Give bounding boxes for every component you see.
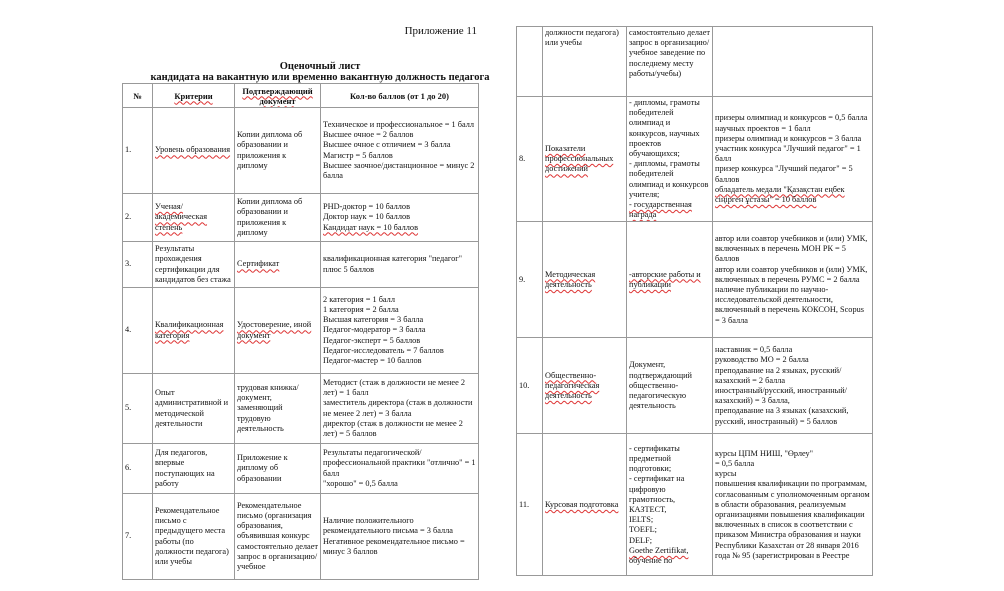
row-points: квалификационная категория "педагог" плюс 5 баллов (321, 242, 479, 288)
table-header-row (123, 84, 479, 108)
row-document: -авторские работы и публикации (627, 222, 713, 338)
row-points: 2 категория = 1 балл 1 категория = 2 балла Высшая категория = 3 балла Педагог-модератор = 3 балла Педагог-эксперт = 5 баллов Педагог-исследователь = 7 баллов Педагог-мастер = 10 баллов (321, 288, 479, 374)
header-criteria: Критерии (153, 84, 235, 108)
criteria-table-left (122, 83, 479, 580)
criteria-table-right (516, 26, 873, 576)
row-number: 7. (123, 494, 153, 580)
row-points (713, 27, 873, 97)
row-criteria: Показатели профессиональных достижений (543, 97, 627, 222)
row-criteria: Квалификационная категория (153, 288, 235, 374)
row-number: 11. (517, 434, 543, 576)
row-number: 1. (123, 108, 153, 194)
row-number: 4. (123, 288, 153, 374)
row-criteria: Рекомендательное письмо с предыдущего места работы (по должности педагога) или учебы (153, 494, 235, 580)
row-criteria: Методическая деятельность (543, 222, 627, 338)
row-criteria: Опыт административной и методической деятельности (153, 374, 235, 444)
table-row (123, 108, 479, 194)
row-number: 2. (123, 194, 153, 242)
row-document: трудовая книжка/документ, заменяющий трудовую деятельность (235, 374, 321, 444)
row-points: автор или соавтор учебников и (или) УМК, включенных в перечень МОН РК = 5 баллов автор или соавтор учебников и (или) УМК, включенных в перечень РУМС = 2 балла наличие публикации по научно-исследовательской деятельности, включенный в перечень КОКСОН, Scopus = 3 балла (713, 222, 873, 338)
row-criteria: Ученая/академическая степень (153, 194, 235, 242)
row-number: 10. (517, 338, 543, 434)
row-document: самостоятельно делает запрос в организацию/учебное заведение по последнему месту работы/учебы) (627, 27, 713, 97)
row-document: - дипломы, грамоты победителей олимпиад и конкурсов, научных проектов обучающихся; - дипломы, грамоты победителей олимпиад и конкурсов учителя; - государственная награда (627, 97, 713, 222)
row-document: Документ, подтверждающий общественно-педагогическую деятельность (627, 338, 713, 434)
right-page (500, 0, 1004, 591)
row-criteria: Для педагогов, впервые поступающих на работу (153, 444, 235, 494)
left-page (0, 0, 500, 591)
table-row (123, 374, 479, 444)
row-points: наставник = 0,5 балла руководство МО = 2 балла преподавание на 2 языках, русский/казахский = 2 балла иностранный/русский, иностранный/казахский) = 3 балла, преподавание на 3 языках (казахский, русский, иностранный) = 5 баллов (713, 338, 873, 434)
header-document: Подтверждающий документ (235, 84, 321, 108)
row-points: Наличие положительного рекомендательного письма = 3 балла Негативное рекомендательное письмо = минус 3 баллов (321, 494, 479, 580)
header-points: Кол-во баллов (от 1 до 20) (321, 84, 479, 108)
table-row (123, 494, 479, 580)
sheet-subtitle: кандидата на вакантную или временно вакантную должность педагога (150, 72, 490, 83)
row-document: Сертификат (235, 242, 321, 288)
table-row (123, 242, 479, 288)
row-points: призеры олимпиад и конкурсов = 0,5 балла научных проектов = 1 балл призеры олимпиад и конкурсов = 3 балла участник конкурса "Лучший педагог" = 1 балл призер конкурса "Лучший педагог" = 5 баллов обладатель медали "Қазақстан еңбек сіңірген ұстазы" = 10 баллов (713, 97, 873, 222)
table-row (517, 27, 873, 97)
row-document: Приложение к диплому об образовании (235, 444, 321, 494)
table-row (517, 434, 873, 576)
row-points: Методист (стаж в должности не менее 2 лет) = 1 балл заместитель директора (стаж в должности не менее 2 лет) = 3 балла директор (стаж в должности не менее 2 лет) = 5 баллов (321, 374, 479, 444)
row-document: Удостоверение, иной документ (235, 288, 321, 374)
row-criteria: должности педагога) или учебы (543, 27, 627, 97)
row-number: 8. (517, 97, 543, 222)
row-points: Результаты педагогической/профессиональной практики "отлично" = 1 балл "хорошо" = 0,5 балла (321, 444, 479, 494)
row-document: Копии диплома об образовании и приложения к диплому (235, 194, 321, 242)
row-points: курсы ЦПМ НИШ, "Өрлеу" = 0,5 балла курсы повышения квалификации по программам, согласованным с уполномоченным органом в области образования, реализуемым организациями повышения квалификации включенных в список в соответствии с приказом Министра образования и науки Республики Казахстан от 28 января 2016 года № 95 (зарегистрирован в Реестре (713, 434, 873, 576)
row-criteria: Курсовая подготовка (543, 434, 627, 576)
header-number: № (123, 84, 153, 108)
table-row (517, 338, 873, 434)
row-number (517, 27, 543, 97)
table-row (517, 222, 873, 338)
row-document: - сертификаты предметной подготовки; - сертификат на цифровую грамотность, КАЗТЕСТ, IELTS; TOEFL; DELF; Goethe Zertifikat, обучение по (627, 434, 713, 576)
row-points: Техническое и профессиональное = 1 балл Высшее очное = 2 баллов Высшее очное с отличием = 3 балла Магистр = 5 баллов Высшее заочное/дистанционное = минус 2 балла (321, 108, 479, 194)
row-criteria: Результаты прохождения сертификации для кандидатов без стажа (153, 242, 235, 288)
row-number: 6. (123, 444, 153, 494)
table-row (517, 97, 873, 222)
table-row (123, 194, 479, 242)
sheet-title: Оценочный лист (279, 61, 361, 72)
row-number: 5. (123, 374, 153, 444)
row-document: Копии диплома об образовании и приложения к диплому (235, 108, 321, 194)
row-number: 3. (123, 242, 153, 288)
row-document: Рекомендательное письмо (организация образования, объявившая конкурс самостоятельно делает запрос в организацию/учебное (235, 494, 321, 580)
table-row (123, 288, 479, 374)
row-points: PHD-доктор = 10 баллов Доктор наук = 10 баллов Кандидат наук = 10 баллов (321, 194, 479, 242)
row-number: 9. (517, 222, 543, 338)
annex-label: Приложение 11 (404, 25, 477, 37)
row-criteria: Уровень образования (153, 108, 235, 194)
row-criteria: Общественно-педагогическая деятельность (543, 338, 627, 434)
table-row (123, 444, 479, 494)
